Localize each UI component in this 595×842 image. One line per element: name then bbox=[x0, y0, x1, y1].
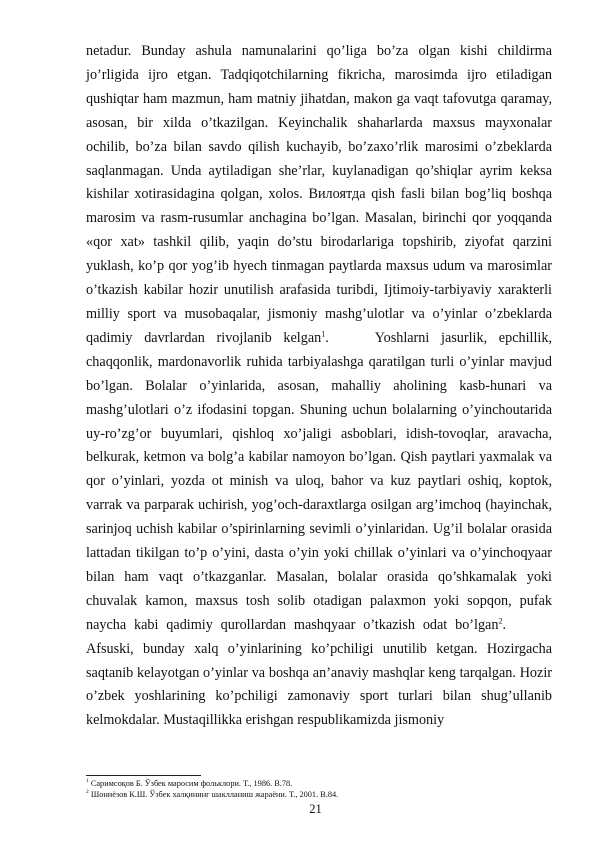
footnote-reference: 2 bbox=[498, 616, 503, 626]
punctuation: . bbox=[502, 616, 506, 633]
footnote-reference: 1 bbox=[321, 329, 326, 339]
paragraph bbox=[86, 40, 552, 733]
paragraph-text: netadur. Bunday ashula namunalarini qo’liga bo’za olgan kishi childirma jo’rligida ijro etgan. Tadqiqotchilarning fikricha, marosimda ijro etiladigan qushiqtar ham mazmun, ham matniy jihatdan, makon ga vaqt tafovutga qaramay, asosan, bir xilda o’tkazilgan. Keyinchalik shaharlarda maxsus mayxonalar ochilib, bo’za bilan savdo qilish kuchayib, bo’zaxo’rlik marosimi o’zbeklarda saqlanmagan. Unda aytiladigan she’rlar, kuylanadigan qo’shiqlar ayrim keksa kishilar xotirasidagina qolgan, xolos. Вилоятда qish fasli bilan bog’liq boshqa marosim va rasm-rusumlar anchagina bo’lgan. Masalan, birinchi qor yoqqanda «qor xat» tashkil qilib, yaqin do’stu birodarlariga topshirib, ziyofat qarzini yuklash, ko’p qor yog’ib hyech tinmagan paytlarda maxsus udum va marosimlar o’tkazish kabilar hozir unutilish arafasida turibdi, Ijtimoiy-tarbiyaviy xarakterli milliy sport va musobaqalar, jismoniy mashg’ulotlar va o’yinlar o’zbeklarda qadimiy davrlardan rivojlanib kelgan bbox=[86, 43, 552, 346]
paragraph-text: Afsuski, bunday xalq o’yinlarining ko’pchiligi unutilib ketgan. Hozirgacha saqtanib kelayotgan o’yinlar va boshqa an’anaviy mashqlar keng tarqalgan. Hozir o’zbek yoshlarining ko’pchiligi zamonaviy sport turlari bilan shug’ullanib kelmokdalar. Mustaqillikka erishgan respublikamizda jismoniy bbox=[86, 640, 552, 729]
footnote-separator bbox=[86, 775, 201, 776]
footnote-mark: 1 bbox=[86, 778, 89, 785]
footnote-text: Шониёзов К.Ш. Ўзбек халқининг шаклланиш жараёни. Т., 2001. В.84. bbox=[90, 790, 339, 799]
body-text bbox=[86, 40, 552, 733]
paragraph-text: Yoshlarni jasurlik, epchillik, chaqqonlik, mardonavorlik ruhida tarbiyalashga qaratilgan turli o’yinlar mavjud bo’lgan. Bolalar o’yinlarida, asosan, mahalliy aholining kasb-hunari va mashg’ulotlari o’z ifodasini topgan. Shuning uchun bolalarning o’yinchoutarida uy-ro’zg’or buyumlari, qishloq xo’jaligi asboblari, idish-tovoqlar, aravacha, belkurak, ketmon va bolg’a kabilar namoyon bo’lgan. Qish paytlari yaxmalak va qor o’yinlari, yozda ot minish va uloq, bahor va kuz paytlari oshiq, koptok, varrak va parparak uchirish, yog’och-daraxtlarga osilgan arg’imchoq (hayinchak, sarinjoq uchish kabilar o’spirinlarning sevimli o’yinlaridan. Ug’il bolalar orasida lattadan tikilgan to’p o’yini, dasta o’yin yoki chillak o’yinlari va o’yinchoqyaar bilan ham vaqt o’tkazganlar. Masalan, bolalar orasida qo’shkamalak yoki chuvalak kamon, maxsus tosh solib otadigan palaxmon yoki sopqon, pufak naycha kabi qadimiy qurollardan mashqyaar o’tkazish odat bo’lgan bbox=[86, 329, 552, 633]
punctuation: . bbox=[325, 329, 329, 346]
footnotes bbox=[86, 778, 552, 800]
footnote-text: Саримсоқов Б. Ўзбек маросим фольклори. Т., 1986. В.78. bbox=[90, 779, 293, 788]
footnote bbox=[86, 778, 552, 789]
footnote bbox=[86, 789, 552, 800]
page-number: 21 bbox=[309, 802, 322, 816]
footnote-mark: 2 bbox=[86, 789, 89, 796]
